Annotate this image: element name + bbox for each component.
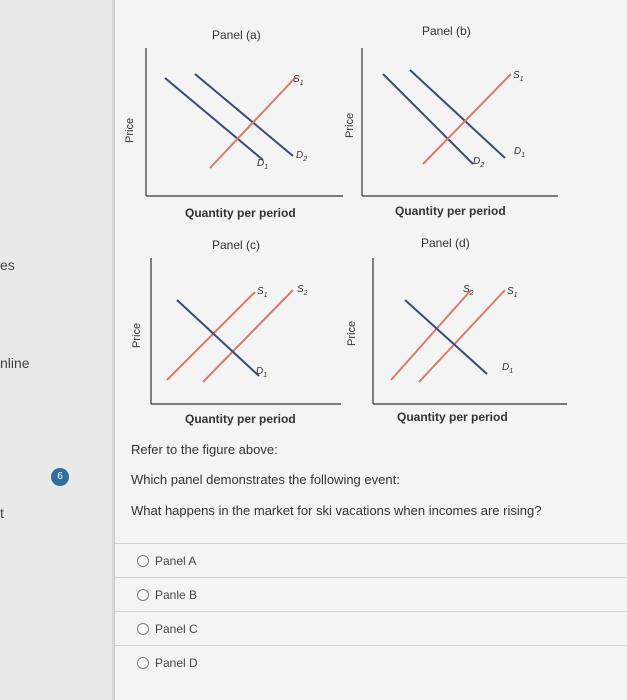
sidebar-fragment[interactable]: nline xyxy=(0,355,30,371)
panel-d-axes xyxy=(373,258,567,404)
question-intro: Refer to the figure above: xyxy=(131,442,278,457)
radio-icon[interactable] xyxy=(137,623,149,635)
panel-d-s2-curve xyxy=(391,290,471,380)
question-event: What happens in the market for ski vacations when incomes are rising? xyxy=(131,503,542,518)
option-panel-b[interactable] xyxy=(137,588,197,602)
question-card xyxy=(114,0,627,700)
panel-b-d1-label: $D_1$ xyxy=(514,146,526,159)
panel-a-s1-label: $S_1$ xyxy=(293,74,304,87)
option-divider xyxy=(115,611,627,612)
panel-d-s2-label: $S_2$ xyxy=(463,284,474,297)
option-label: Panle B xyxy=(155,588,198,602)
option-panel-d[interactable] xyxy=(137,656,198,670)
panel-c-s1-label: $S_1$ xyxy=(257,286,268,299)
option-divider xyxy=(115,543,627,544)
panel-d-s1-curve xyxy=(419,290,505,382)
option-label: Panel C xyxy=(155,622,198,636)
question-prompt: Which panel demonstrates the following event: xyxy=(131,472,400,487)
option-label: Panel D xyxy=(155,656,198,670)
option-divider xyxy=(115,577,627,578)
panel-a-title: Panel (a) xyxy=(212,28,261,42)
panel-a-xlabel: Quantity per period xyxy=(185,206,296,220)
panel-b-d2-label: $D_2$ xyxy=(473,156,485,169)
option-panel-a[interactable] xyxy=(137,554,196,568)
panel-d-xlabel: Quantity per period xyxy=(397,410,508,424)
panel-c-title: Panel (c) xyxy=(212,238,261,252)
panel-a-d2-label: $D_2$ xyxy=(296,150,308,163)
sidebar xyxy=(0,0,112,700)
panel-d-s1-label: $S_1$ xyxy=(507,286,518,299)
radio-icon[interactable] xyxy=(137,589,149,601)
panel-d-title: Panel (d) xyxy=(421,236,470,250)
option-label: Panel A xyxy=(155,554,197,568)
sidebar-fragment: t xyxy=(0,505,4,521)
sidebar-fragment: es xyxy=(0,257,15,273)
radio-icon[interactable] xyxy=(137,657,149,669)
panel-d-d1-curve xyxy=(405,300,487,374)
radio-icon[interactable] xyxy=(137,555,149,567)
panel-b-title: Panel (b) xyxy=(422,24,471,38)
panel-b-s1-label: $S_1$ xyxy=(513,70,524,83)
panel-a-axes xyxy=(146,48,343,196)
panel-a-d1-label: $D_1$ xyxy=(257,158,269,171)
panel-a-ylabel: Price xyxy=(124,117,136,143)
panel-c-d1-label: $D_1$ xyxy=(256,366,268,379)
panel-c-ylabel: Price xyxy=(131,322,143,348)
panel-b-xlabel: Quantity per period xyxy=(395,204,506,218)
panel-c-s1-curve xyxy=(167,292,255,380)
panel-a-s1-curve xyxy=(210,78,295,168)
supply-demand-figure xyxy=(115,0,627,430)
panel-d-d1-label: $D_1$ xyxy=(502,362,514,375)
panel-c-xlabel: Quantity per period xyxy=(185,412,296,426)
panel-c-axes xyxy=(151,258,341,404)
option-divider xyxy=(115,645,627,646)
panel-d-ylabel: Price xyxy=(346,320,358,346)
panel-b-ylabel: Price xyxy=(344,112,356,138)
option-panel-c[interactable] xyxy=(137,622,198,636)
panel-c-s2-label: $S_2$ xyxy=(297,284,308,297)
question-number-badge[interactable]: 6 xyxy=(51,468,69,486)
panel-b-axes xyxy=(362,48,558,196)
